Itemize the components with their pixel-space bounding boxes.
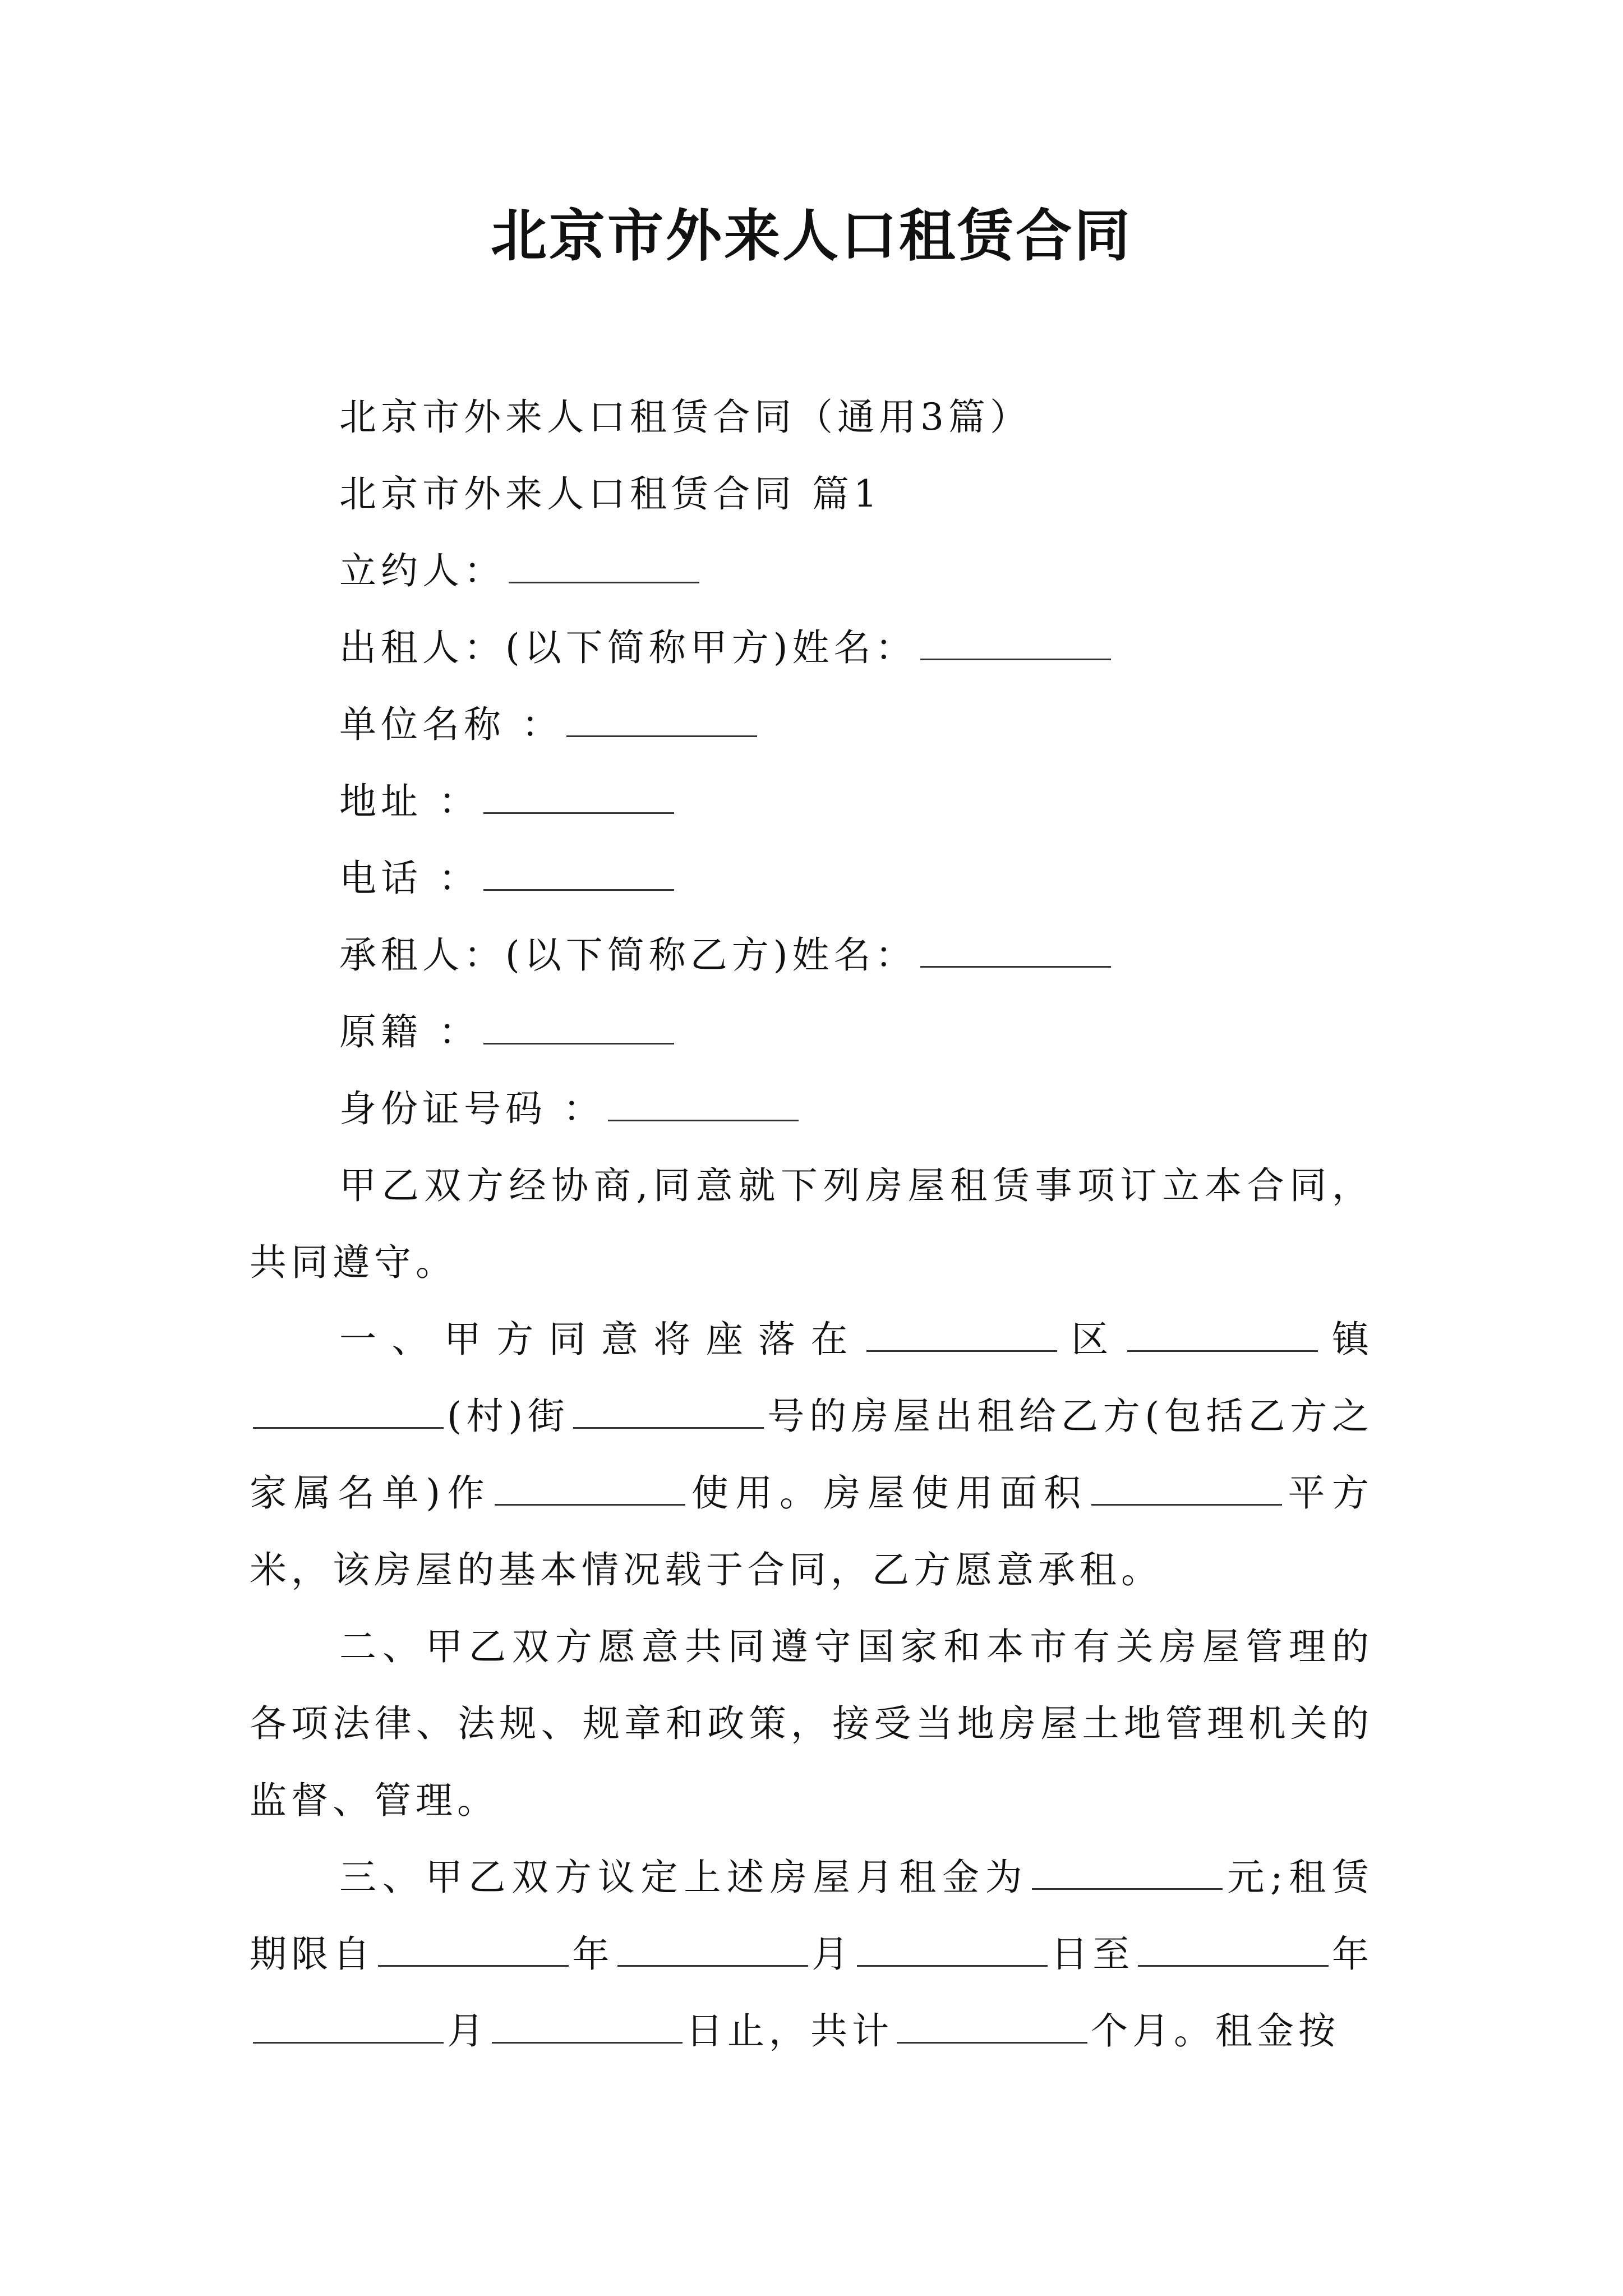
- blank-line: [483, 852, 674, 891]
- field-unit: [250, 686, 1373, 763]
- blank-line: [495, 1467, 685, 1506]
- text-run: 平方米，该房屋的基本情况载于合同，乙方愿意承租。: [250, 1471, 1374, 1591]
- text-run: 使用。房屋使用面积: [689, 1471, 1088, 1515]
- blank-line: [1091, 1467, 1282, 1506]
- text-run: 号的房屋出租给乙方(包括乙方之家属名单)作: [250, 1395, 1374, 1515]
- subtitle: 北京市外来人口租赁合同（通用3篇）: [339, 395, 1031, 439]
- paragraph-1: [250, 1301, 1373, 1608]
- blank-line: [483, 775, 674, 814]
- blank-line: [920, 929, 1111, 968]
- blank-line: [866, 1313, 1057, 1352]
- text-run: 月: [447, 2009, 488, 2053]
- field-lessor: [250, 609, 1373, 686]
- blank-line: [608, 1083, 799, 1121]
- text-run: 元;租赁期限自: [250, 1856, 1373, 1976]
- blank-line: [509, 545, 699, 583]
- paragraph-3: [250, 1839, 1373, 2069]
- field-label: 立约人：: [339, 549, 505, 592]
- field-label: 地址 ：: [339, 780, 480, 823]
- field-label: 出租人：(以下简称甲方)姓名：: [339, 626, 917, 669]
- blank-line: [483, 1006, 674, 1045]
- text-run: 日止，共计: [686, 2009, 893, 2053]
- blank-line: [897, 2005, 1087, 2044]
- field-phone: [250, 840, 1373, 917]
- text-run: 月: [811, 1932, 854, 1976]
- text-run: (村)街: [447, 1395, 570, 1438]
- blank-line: [1032, 1851, 1223, 1890]
- paragraph-2: 二、甲乙双方愿意共同遵守国家和本市有关房屋管理的各项法律、法规、规章和政策，接受当地房屋土地管理机关的监督、管理。: [250, 1625, 1373, 1822]
- blank-line: [492, 2005, 683, 2044]
- text-run: 镇: [1321, 1318, 1374, 1361]
- blank-line: [253, 2005, 444, 2044]
- field-address: [250, 763, 1373, 840]
- blank-line: [1127, 1313, 1318, 1352]
- section-heading: 北京市外来人口租赁合同 篇1: [339, 472, 882, 516]
- text-run: 个月。租金按: [1091, 2009, 1340, 2053]
- field-label: 身份证号码 ：: [339, 1087, 605, 1130]
- text-run: 年: [1331, 1932, 1374, 1976]
- field-label: 单位名称 ：: [339, 703, 563, 746]
- blank-line: [253, 1390, 444, 1429]
- text-run: 一、甲方同意将座落在: [339, 1318, 863, 1361]
- blank-line: [378, 1928, 569, 1967]
- blank-line: [617, 1928, 808, 1967]
- field-lessee: [250, 917, 1373, 993]
- field-label: 原籍 ：: [339, 1010, 480, 1053]
- paragraph-intro: 甲乙双方经协商,同意就下列房屋租赁事项订立本合同，共同遵守。: [250, 1164, 1373, 1284]
- field-label: 电话 ：: [339, 857, 480, 900]
- blank-line: [1138, 1928, 1329, 1967]
- field-signer: [250, 532, 1373, 609]
- field-origin: [250, 993, 1373, 1070]
- document-title: 北京市外来人口租赁合同: [491, 203, 1132, 269]
- field-id: [250, 1070, 1373, 1147]
- document-body: [250, 379, 1373, 2069]
- blank-line: [566, 698, 757, 737]
- blank-line: [573, 1390, 764, 1429]
- text-run: 三、甲乙双方议定上述房屋月租金为: [339, 1856, 1029, 1899]
- text-run: 年: [572, 1932, 614, 1976]
- text-run: 区: [1060, 1318, 1124, 1361]
- text-run: 日至: [1050, 1932, 1135, 1976]
- blank-line: [857, 1928, 1048, 1967]
- blank-line: [920, 622, 1111, 660]
- field-label: 承租人：(以下简称乙方)姓名：: [339, 933, 917, 977]
